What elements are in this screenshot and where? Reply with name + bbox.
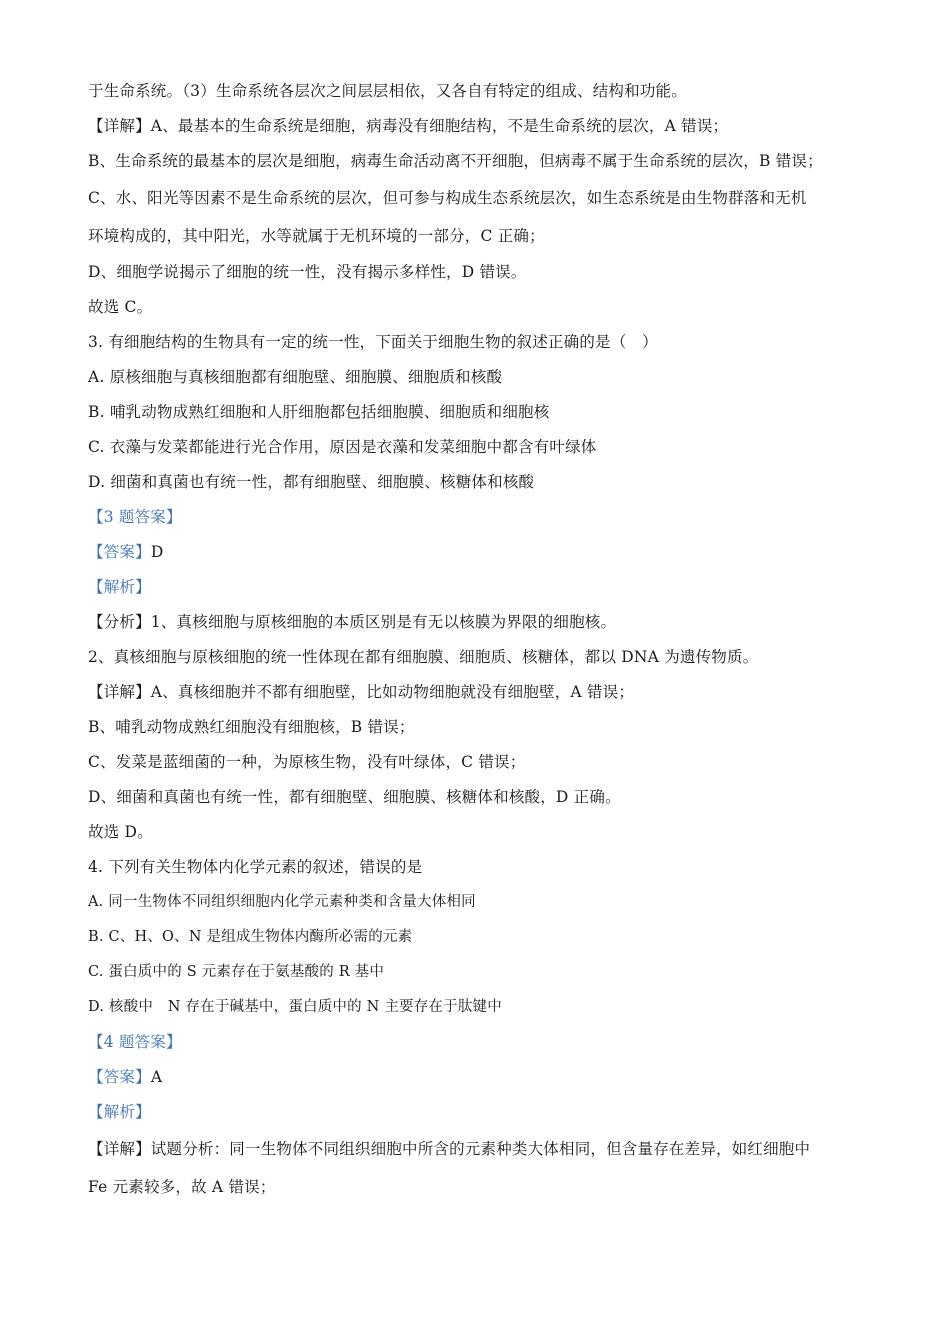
question-4-answer bbox=[88, 1060, 868, 1095]
text-line: B、哺乳动物成熟红细胞没有细胞核，B 错误； bbox=[88, 718, 415, 736]
text-line: 【详解】试题分析：同一生物体不同组织细胞中所含的元素种类大体相同，但含量存在差异，如红细胞中 bbox=[88, 1140, 811, 1158]
text-line: 2、真核细胞与原核细胞的统一性体现在都有细胞膜、细胞质、核糖体，都以 DNA 为遗传物质。 bbox=[88, 648, 759, 666]
text-line: C、水、阳光等因素不是生命系统的层次，但可参与构成生态系统层次，如生态系统是由生物群落和无机 bbox=[88, 189, 807, 207]
text-line: 故选 D。 bbox=[88, 823, 153, 841]
answer-line: 【答案】A bbox=[88, 1068, 163, 1086]
text-line: 【分析】1、真核细胞与原核细胞的本质区别是有无以核膜为界限的细胞核。 bbox=[88, 613, 617, 631]
document-page bbox=[88, 74, 868, 1206]
text-line: B、生命系统的最基本的层次是细胞，病毒生命活动离不开细胞，但病毒不属于生命系统的层次，B 错误； bbox=[88, 152, 823, 170]
text-line: 环境构成的，其中阳光，水等就属于无机环境的一部分，C 正确； bbox=[88, 227, 545, 245]
text-line: D、细菌和真菌也有统一性，都有细胞壁、细胞膜、核糖体和核酸，D 正确。 bbox=[88, 788, 621, 806]
text-line: D、细胞学说揭示了细胞的统一性，没有揭示多样性，D 错误。 bbox=[88, 263, 527, 281]
question-4-option-c: C. 蛋白质中的 S 元素存在于氨基酸的 R 基中 bbox=[88, 964, 385, 980]
question-3-stem: 3. 有细胞结构的生物具有一定的统一性，下面关于细胞生物的叙述正确的是（ ） bbox=[88, 333, 658, 351]
text-line: 于生命系统。（3）生命系统各层次之间层层相依，又各自有特定的组成、结构和功能。 bbox=[88, 82, 687, 100]
question-4-option-a: A. 同一生物体不同组织细胞内化学元素种类和含量大体相同 bbox=[88, 894, 476, 910]
question-4-stem: 4. 下列有关生物体内化学元素的叙述，错误的是 bbox=[88, 858, 423, 876]
text-line: C、发菜是蓝细菌的一种，为原核生物，没有叶绿体，C 错误； bbox=[88, 753, 526, 771]
question-4-option-b: B. C、H、O、N 是组成生物体内酶所必需的元素 bbox=[88, 929, 413, 945]
answer-line: 【答案】D bbox=[88, 543, 164, 561]
question-3-analysis-heading: 【解析】 bbox=[88, 578, 151, 596]
question-4-analysis-heading: 【解析】 bbox=[88, 1103, 151, 1121]
question-3-option-c: C. 衣藻与发菜都能进行光合作用，原因是衣藻和发菜细胞中都含有叶绿体 bbox=[88, 438, 597, 456]
question-3-option-a: A. 原核细胞与真核细胞都有细胞壁、细胞膜、细胞质和核酸 bbox=[88, 368, 503, 386]
text-line: 【详解】A、真核细胞并不都有细胞壁，比如动物细胞就没有细胞壁，A 错误； bbox=[88, 683, 635, 701]
question-3-answer bbox=[88, 535, 868, 570]
text-line: Fe 元素较多，故 A 错误； bbox=[88, 1178, 276, 1196]
question-3-option-d: D. 细菌和真菌也有统一性，都有细胞壁、细胞膜、核糖体和核酸 bbox=[88, 473, 535, 491]
text-line: 故选 C。 bbox=[88, 298, 153, 316]
text-line: 【详解】A、最基本的生命系统是细胞，病毒没有细胞结构，不是生命系统的层次，A 错误； bbox=[88, 117, 729, 135]
question-3-answer-heading: 【3 题答案】 bbox=[88, 508, 182, 526]
question-3-option-b: B. 哺乳动物成熟红细胞和人肝细胞都包括细胞膜、细胞质和细胞核 bbox=[88, 403, 550, 421]
question-4-option-d: D. 核酸中 N 存在于碱基中，蛋白质中的 N 主要存在于肽键中 bbox=[88, 999, 502, 1015]
question-4-answer-heading: 【4 题答案】 bbox=[88, 1033, 182, 1051]
